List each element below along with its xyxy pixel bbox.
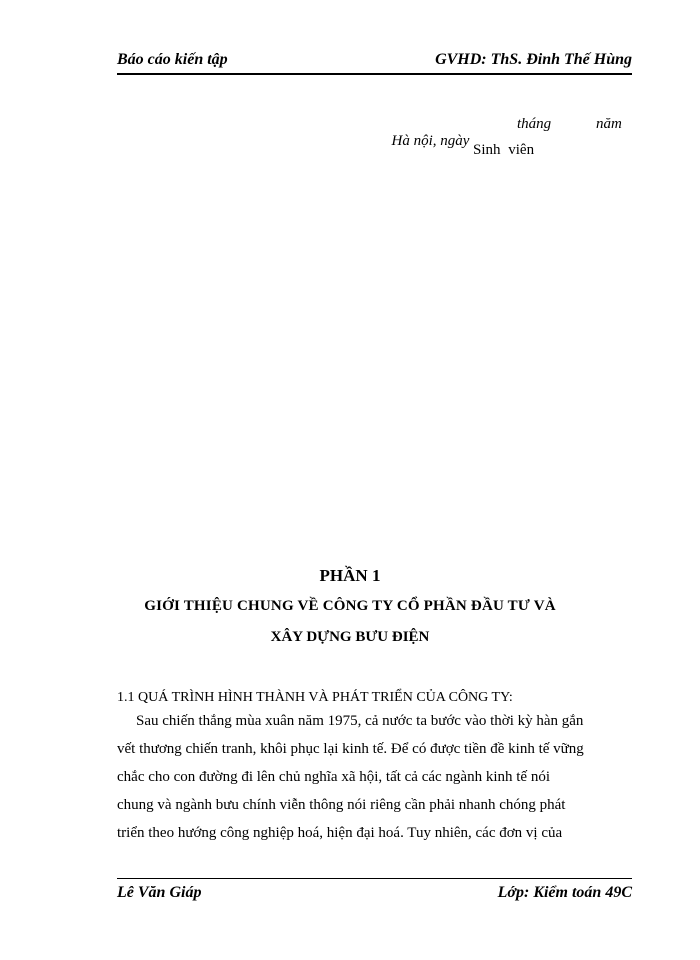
paragraph-line: Sau chiến thắng mùa xuân năm 1975, cả nước ta bước vào thời kỳ hàn gắn	[136, 713, 584, 729]
signature-role: Sinh viên	[473, 142, 535, 158]
date-year: năm	[596, 116, 622, 132]
footer-class: Lớp: Kiểm toán 49C	[497, 884, 632, 901]
footer-student-name: Lê Văn Giáp	[117, 884, 202, 901]
date-month: tháng	[517, 116, 552, 132]
subsection-heading: 1.1 QUÁ TRÌNH HÌNH THÀNH VÀ PHÁT TRIỂN CỦA CÔNG TY:	[117, 690, 513, 705]
paragraph-line: chung và ngành bưu chính viễn thông nói riêng cần phải nhanh chóng phát	[117, 797, 566, 813]
header-supervisor: GVHD: ThS. Đinh Thế Hùng	[435, 51, 632, 68]
page-footer	[117, 878, 632, 909]
paragraph-line: chắc cho con đường đi lên chủ nghĩa xã hội, tất cả các ngành kinh tế nói	[117, 769, 551, 785]
page-header	[117, 51, 632, 75]
part-heading: PHẦN 1	[319, 566, 381, 585]
header-report-title: Báo cáo kiến tập	[117, 51, 228, 68]
paragraph-line: vết thương chiến tranh, khôi phục lại kinh tế. Để có được tiền đề kinh tế vững	[117, 741, 584, 757]
paragraph-line: triển theo hướng công nghiệp hoá, hiện đại hoá. Tuy nhiên, các đơn vị của	[117, 825, 563, 841]
part-title-line-1: GIỚI THIỆU CHUNG VỀ CÔNG TY CỔ PHẦN ĐẦU TƯ VÀ	[144, 598, 556, 614]
part-title-line-2: XÂY DỰNG BƯU ĐIỆN	[270, 629, 430, 645]
date-place-day: Hà nội, ngày	[391, 133, 470, 149]
